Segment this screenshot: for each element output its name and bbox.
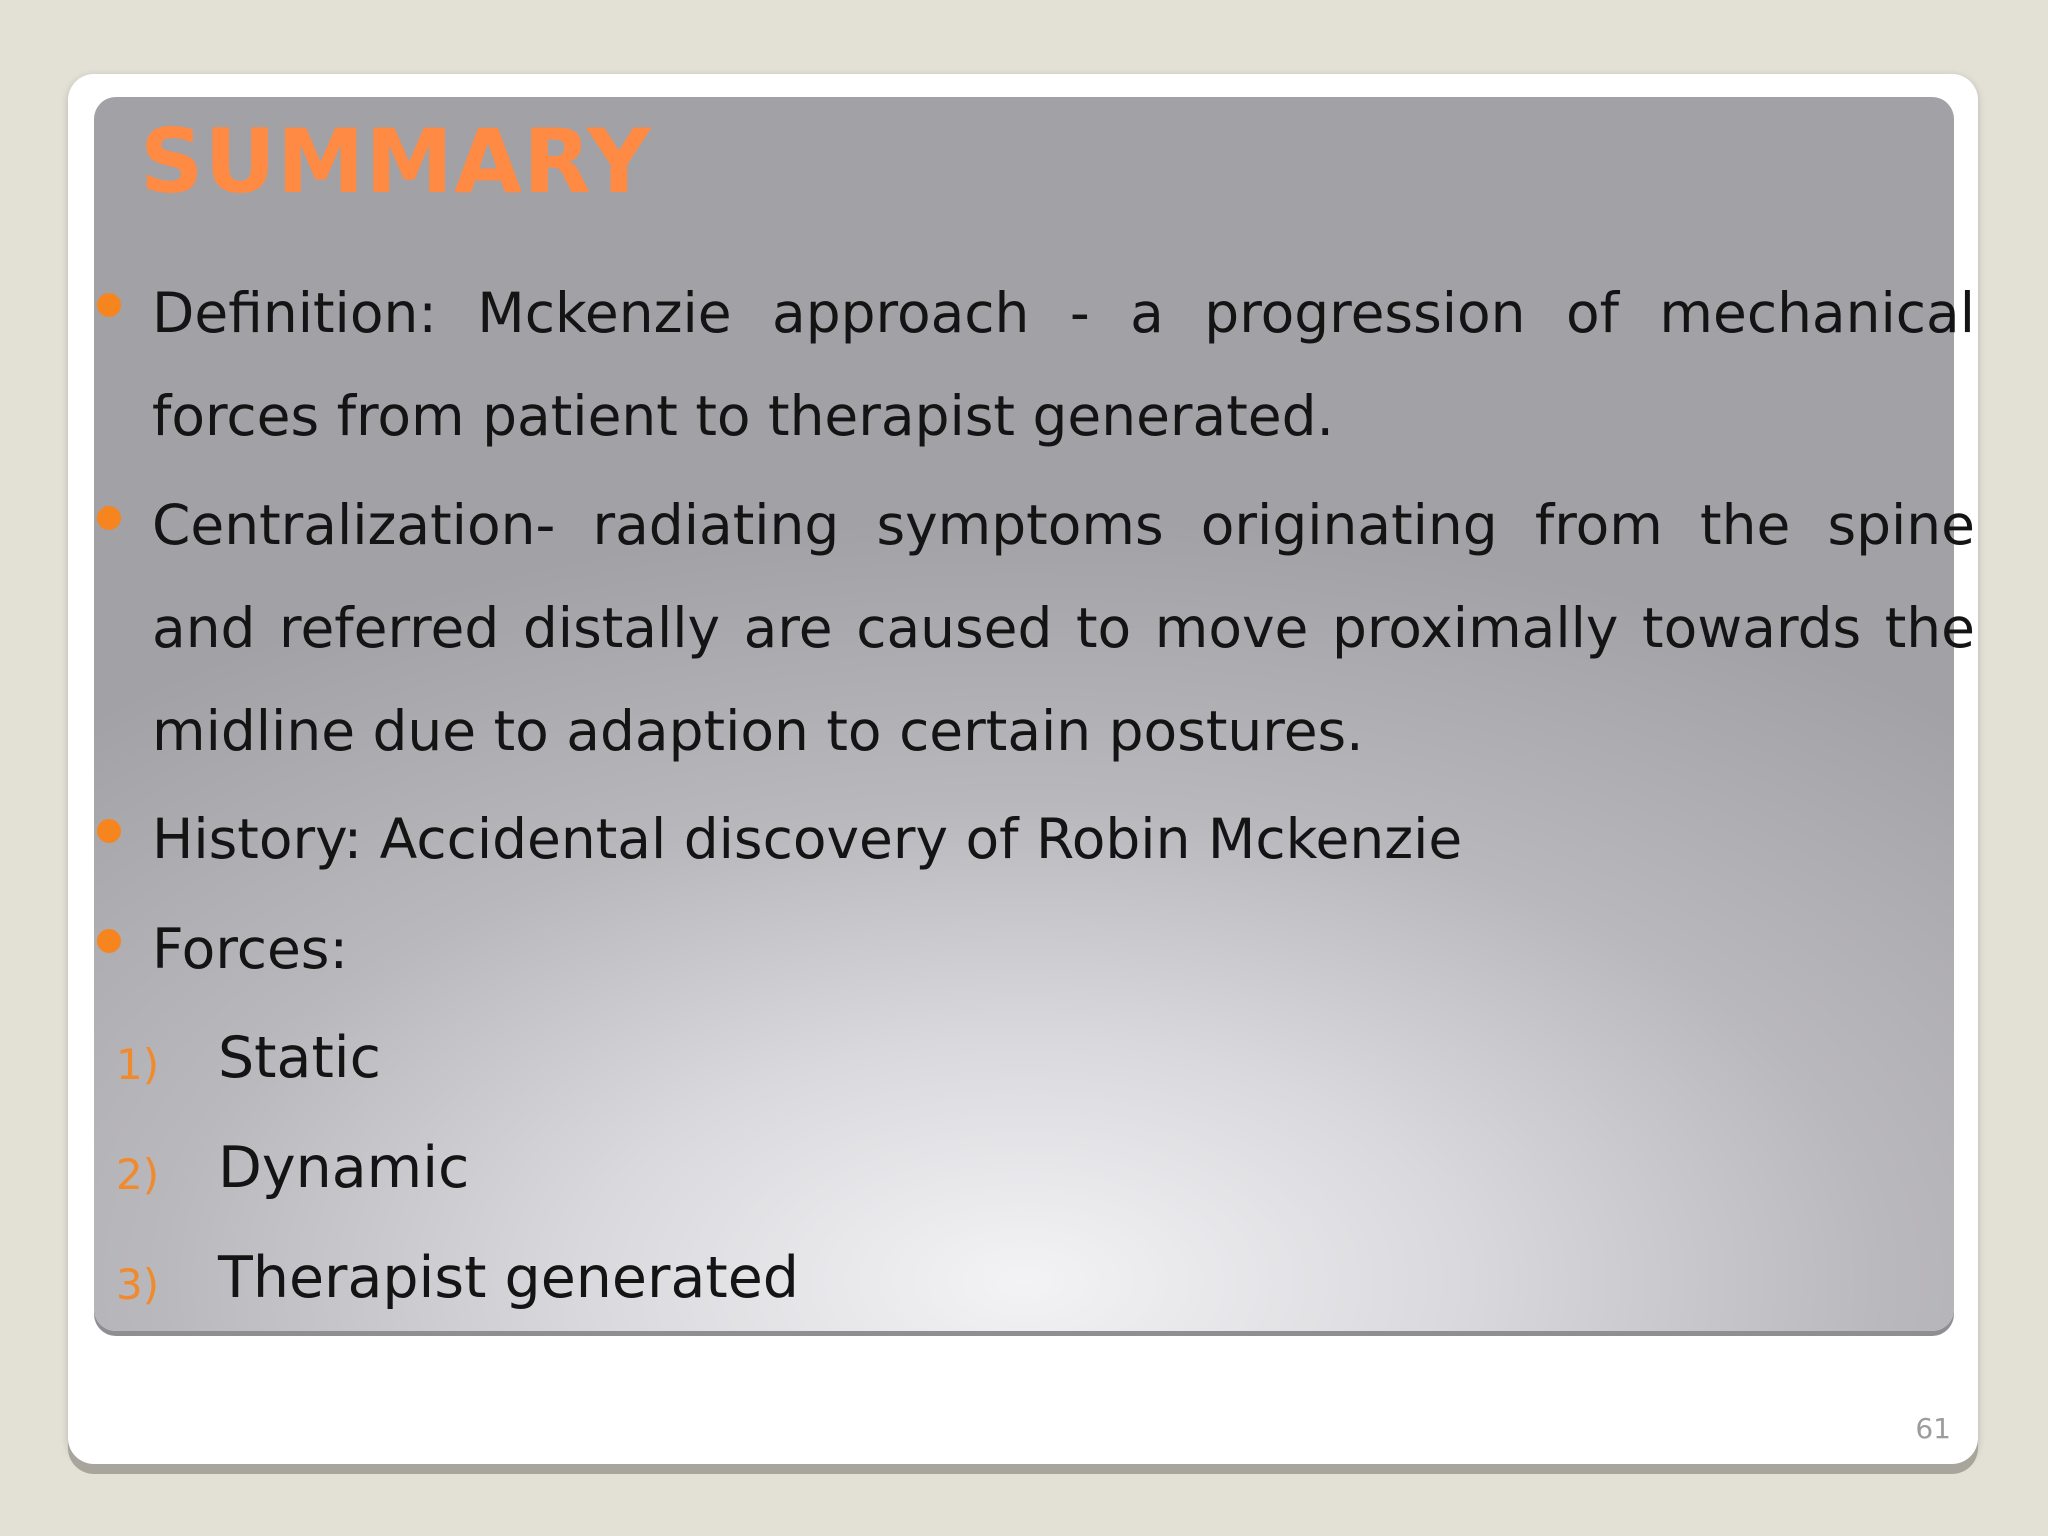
list-item-therapist-generated: Therapist generated bbox=[218, 1245, 799, 1311]
bullet-dot-icon bbox=[97, 819, 121, 843]
bullet-history: History: Accidental discovery of Robin Mckenzie bbox=[152, 807, 1463, 871]
bullet-dot-icon bbox=[97, 929, 121, 953]
bullet-centralization: Centralization- radiating symptoms originating from the spine and referred distally are caused to move proximally towards the midline due to adaption to certain postures. bbox=[152, 493, 1975, 763]
list-marker: 2) bbox=[116, 1150, 160, 1199]
bullet-forces: Forces: bbox=[152, 917, 348, 981]
page-number: 61 bbox=[1915, 1412, 1951, 1445]
list-item-dynamic: Dynamic bbox=[218, 1135, 470, 1201]
bullet-dot-icon bbox=[97, 293, 121, 317]
list-item-static: Static bbox=[218, 1025, 381, 1091]
bullet-definition: Definition: Mckenzie approach - a progression of mechanical forces from patient to therapist generated. bbox=[152, 281, 1975, 448]
list-marker: 3) bbox=[116, 1260, 160, 1309]
slide-title: SUMMARY bbox=[140, 110, 652, 213]
list-marker: 1) bbox=[116, 1040, 160, 1089]
bullet-dot-icon bbox=[97, 506, 121, 530]
